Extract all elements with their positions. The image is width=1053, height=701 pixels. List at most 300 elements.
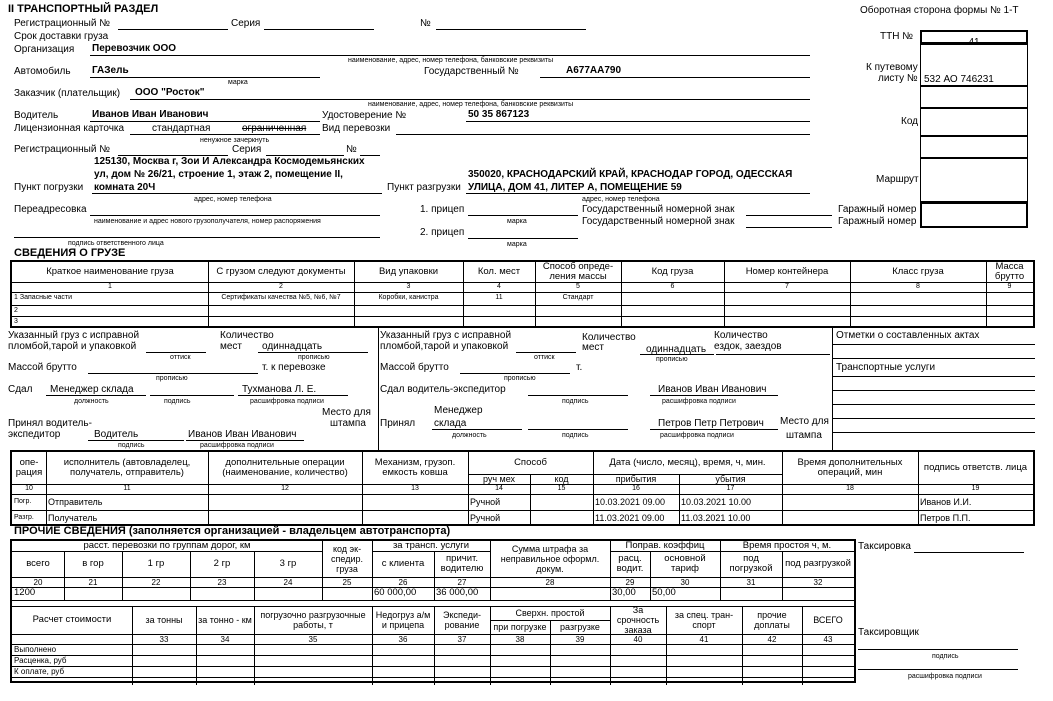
calc-col: ВСЕГО xyxy=(813,615,843,625)
other-part-line xyxy=(12,600,854,601)
other-value-cell[interactable]: 36 000,00 xyxy=(436,587,479,599)
ops-col-header: Дата (число, месяц), время, ч, мин. xyxy=(609,456,766,468)
other-col-number: 26 xyxy=(398,577,408,587)
right-cargo-text-1: Указанный груз с исправной xyxy=(380,330,512,341)
customer-value: ООО "Росток" xyxy=(135,87,205,98)
right-gross-hint: прописью xyxy=(504,375,536,382)
other-value-cell[interactable] xyxy=(64,587,122,600)
other-col-number: 30 xyxy=(680,577,690,587)
fine-header: Сумма штрафа за неправильное оформл. докум. xyxy=(500,544,600,574)
cargo-col-number: 2 xyxy=(279,283,283,290)
calc-col-number: 35 xyxy=(308,634,318,644)
waybill-label-2: листу № xyxy=(878,73,918,84)
state-plate-line-1[interactable] xyxy=(746,215,832,216)
ops-op: Погр. xyxy=(14,498,32,505)
cargo-cell[interactable] xyxy=(208,316,354,327)
cargo-cell[interactable] xyxy=(621,292,724,303)
cargo-col-header: Номер контейнера xyxy=(745,265,829,277)
customer-label: Заказчик (плательщик) xyxy=(14,88,121,99)
dist-col: 1 гр xyxy=(147,557,165,569)
calc-cell[interactable] xyxy=(490,655,550,666)
right-handed-name-line[interactable] xyxy=(650,395,778,396)
other-value-cell[interactable]: 1200 xyxy=(14,587,36,599)
calc-cell[interactable] xyxy=(434,655,490,666)
left-handed-label: Сдал xyxy=(8,384,33,395)
left-handed-sign-line[interactable] xyxy=(150,395,234,396)
right-stamp-1: Место для xyxy=(780,416,829,427)
waybill-box[interactable] xyxy=(920,44,1028,86)
trailer1-brand-hint: марка xyxy=(507,218,527,225)
cargo-cell[interactable] xyxy=(535,316,621,327)
org-line[interactable] xyxy=(90,55,810,56)
load-point-line[interactable] xyxy=(92,193,382,194)
cargo-cell[interactable]: 1 Запасные части xyxy=(14,293,73,301)
cargo-col-number: 7 xyxy=(785,283,789,290)
ops-extra-time[interactable] xyxy=(782,510,918,526)
cargo-cell[interactable]: 11 xyxy=(495,293,503,301)
state-plate-line-2[interactable] xyxy=(746,227,832,228)
calc-cell[interactable] xyxy=(802,644,854,655)
other-value-cell[interactable] xyxy=(720,587,782,600)
ops-code[interactable] xyxy=(530,494,593,510)
ops-executor[interactable]: Отправитель xyxy=(48,497,103,507)
notes-line-1 xyxy=(832,344,1035,345)
other-col-number: 25 xyxy=(342,577,352,587)
calc-cell[interactable] xyxy=(490,644,550,655)
cargo-col-header: Способ опреде-ления массы xyxy=(542,262,614,282)
right-gross-line[interactable] xyxy=(460,373,570,374)
calc-cell[interactable] xyxy=(610,655,666,666)
ops-col-header: подпись ответств. лица xyxy=(923,461,1028,473)
load-point-label: Пункт погрузки xyxy=(14,182,84,193)
cargo-col-number: 4 xyxy=(497,283,501,290)
calc-cell[interactable] xyxy=(196,666,254,677)
state-no-line[interactable] xyxy=(540,77,810,78)
ops-col-header: дополнительные операции (наименование, количество) xyxy=(222,456,348,478)
right-accepted-sign-hint: подпись xyxy=(562,432,589,439)
cargo-cell[interactable]: 3 xyxy=(14,317,18,325)
right-accepted-decode-hint: расшифровка подписи xyxy=(660,432,734,439)
series-field[interactable] xyxy=(264,29,374,30)
right-accepted-label: Принял xyxy=(380,418,416,429)
ops-op: Разгр. xyxy=(14,514,34,521)
license-standard[interactable]: стандартная xyxy=(152,123,211,134)
calc-cell[interactable] xyxy=(666,644,742,655)
cargo-cell[interactable]: Коробки, канистра xyxy=(378,293,439,301)
right-cargo-text-2: пломбой,тарой и упаковкой xyxy=(380,341,509,352)
calc-col-number: 33 xyxy=(159,634,169,644)
taxer-decode-hint: расшифровка подписи xyxy=(908,673,982,680)
ops-departure[interactable]: 11.03.2021 10.00 xyxy=(681,513,751,523)
ops-sign[interactable]: Иванов И.И. xyxy=(920,497,972,507)
right-accepted-name-line[interactable] xyxy=(650,429,778,430)
cargo-cell[interactable] xyxy=(724,292,850,303)
route-label: Маршрут xyxy=(876,174,919,185)
calc-cell[interactable] xyxy=(434,666,490,677)
services-line-1 xyxy=(832,376,1035,377)
readdress-line[interactable] xyxy=(90,215,380,216)
calc-col-number: 42 xyxy=(767,634,777,644)
calc-cell[interactable] xyxy=(490,666,550,677)
cargo-col-header: Масса брутто xyxy=(994,262,1025,282)
calc-cell[interactable] xyxy=(196,644,254,655)
dist-header: расст. перевозки по группам дорог, км xyxy=(83,541,251,551)
code-box[interactable] xyxy=(920,108,1028,136)
org-hint: наименование, адрес, номер телефона, банковские реквизиты xyxy=(348,57,554,64)
calc-cell[interactable] xyxy=(372,666,434,677)
auto-label: Автомобиль xyxy=(14,66,71,77)
dist-col: в гор xyxy=(82,557,104,569)
cargo-cell[interactable] xyxy=(463,316,535,327)
org-label: Организация xyxy=(14,44,75,55)
cert-label: Удостоверение № xyxy=(322,110,407,121)
trips-line[interactable] xyxy=(716,354,830,355)
right-qty-hint: прописью xyxy=(656,356,688,363)
readdress-line-2[interactable] xyxy=(14,237,380,238)
ops-extra[interactable] xyxy=(208,510,362,526)
transport-type-label: Вид перевозки xyxy=(322,123,391,134)
cargo-cell[interactable]: 2 xyxy=(14,306,18,314)
calc-cell[interactable] xyxy=(610,666,666,677)
right-handed-label: Сдал водитель-экспедитор xyxy=(380,384,506,395)
cargo-cell[interactable] xyxy=(850,305,986,316)
cargo-cell[interactable] xyxy=(850,316,986,327)
cargo-table xyxy=(10,260,1035,328)
other-value-cell[interactable] xyxy=(190,587,254,600)
garage-no-label-1: Гаражный номер xyxy=(838,204,917,215)
ttn-label: ТТН № xyxy=(880,31,913,42)
overtime-col: разгрузке xyxy=(560,622,600,632)
driver-line[interactable] xyxy=(90,121,320,122)
cargo-title: СВЕДЕНИЯ О ГРУЗЕ xyxy=(14,247,126,259)
reg-no2-label: Регистрационный № xyxy=(14,144,110,155)
ops-col-header: Механизм, грузоп. емкость ковша xyxy=(374,456,456,478)
right-accepted-line[interactable] xyxy=(432,429,522,430)
left-handed-line[interactable] xyxy=(46,395,146,396)
services-header: за трансп. услуги xyxy=(392,541,470,551)
calc-col-number: 38 xyxy=(515,634,525,644)
cargo-cell[interactable] xyxy=(463,305,535,316)
ops-col-header: опе-рация xyxy=(15,456,43,478)
cert-line[interactable] xyxy=(466,121,810,122)
reg-no-field[interactable] xyxy=(118,29,228,30)
no-field[interactable] xyxy=(436,29,586,30)
ops-mechanism[interactable] xyxy=(362,510,468,526)
handover-divider-1 xyxy=(378,328,379,450)
services-line-4 xyxy=(832,418,1035,419)
ops-col-number: 12 xyxy=(281,485,289,492)
calc-row-label: Выполнено xyxy=(14,645,57,654)
left-seal-line[interactable] xyxy=(146,352,206,353)
ops-col-number: 13 xyxy=(411,485,419,492)
calc-cell[interactable] xyxy=(372,655,434,666)
calc-cell[interactable] xyxy=(742,666,802,677)
ops-col-number: 10 xyxy=(25,485,33,492)
calc-col-number: 39 xyxy=(575,634,585,644)
calc-cell[interactable] xyxy=(802,666,854,677)
right-accepted-value-2: склада xyxy=(434,418,467,429)
left-accepted-name-line[interactable] xyxy=(186,440,304,441)
calc-col: Экспеди-рование xyxy=(443,610,481,630)
ttn-box[interactable] xyxy=(920,30,1028,48)
idle-header: Время простоя ч, м. xyxy=(742,541,832,551)
right-qty-value: одиннадцать xyxy=(646,344,707,355)
other-col-number: 28 xyxy=(545,577,555,587)
ops-method[interactable]: Ручной xyxy=(470,497,501,507)
ops-extra-time[interactable] xyxy=(782,494,918,510)
cargo-cell[interactable]: Стандарт xyxy=(562,293,594,301)
cargo-cell[interactable] xyxy=(724,305,850,316)
left-handed-name-line[interactable] xyxy=(238,395,348,396)
coef-col: основной тариф xyxy=(664,552,706,574)
auto-line[interactable] xyxy=(90,77,320,78)
load-address-hint: адрес, номер телефона xyxy=(194,196,272,203)
other-col-number: 22 xyxy=(151,577,161,587)
load-address-2: ул, дом № 26/21, строение 1, этаж 2, помещение II, xyxy=(94,169,343,180)
dist-col: 2 гр xyxy=(213,557,231,569)
cargo-col-number: 9 xyxy=(1007,283,1012,290)
cargo-cell[interactable] xyxy=(354,305,463,316)
other-table xyxy=(10,539,856,683)
cargo-cell[interactable] xyxy=(208,305,354,316)
other-col-number: 31 xyxy=(746,577,756,587)
left-decode-hint: расшифровка подписи xyxy=(250,398,324,405)
right-handed-sign-line[interactable] xyxy=(528,395,628,396)
no2-label: № xyxy=(346,144,357,155)
customer-line[interactable] xyxy=(130,99,810,100)
right-imprint-hint: оттиск xyxy=(534,354,555,361)
left-accepted-label-2: экспедитор xyxy=(8,429,61,440)
calc-col: за тонны xyxy=(145,615,183,625)
trailer2-label: 2. прицеп xyxy=(420,227,465,238)
services-line-2 xyxy=(832,390,1035,391)
state-plate-label-2: Государственный номерной знак xyxy=(582,216,735,227)
calc-col: за тонно - км xyxy=(198,615,252,625)
cargo-col-header: Краткое наименование груза xyxy=(46,265,174,277)
taxer-label: Таксировщик xyxy=(858,627,919,638)
services-col: причит. водителю xyxy=(440,552,484,574)
unload-point-label: Пункт разгрузки xyxy=(387,182,461,193)
series-label: Серия xyxy=(231,18,261,29)
cargo-col-header: С грузом следуют документы xyxy=(216,265,346,277)
right-accepted-sign-line[interactable] xyxy=(528,429,628,430)
calc-cell[interactable] xyxy=(802,655,854,666)
calc-col-number: 36 xyxy=(398,634,408,644)
other-value-cell[interactable]: 60 000,00 xyxy=(374,587,417,599)
route-box[interactable] xyxy=(920,158,1028,202)
cargo-col-number: 3 xyxy=(406,283,411,290)
idle-col: под погрузкой xyxy=(729,552,773,574)
taxer-sign-line[interactable] xyxy=(858,649,1018,650)
services-line-5 xyxy=(832,432,1035,433)
ops-arrival[interactable]: 10.03.2021 09.00 xyxy=(595,497,666,507)
delivery-label: Срок доставки груза xyxy=(14,31,109,42)
ops-sub-header: убытия xyxy=(715,474,746,484)
left-sign-hint: подпись xyxy=(164,398,191,405)
calc-cell[interactable] xyxy=(550,655,610,666)
driver-value: Иванов Иван Иванович xyxy=(92,109,209,120)
ops-mechanism[interactable] xyxy=(362,494,468,510)
unload-address-hint: адрес, номер телефона xyxy=(582,196,660,203)
cargo-cell[interactable] xyxy=(724,316,850,327)
calc-cell[interactable] xyxy=(132,644,196,655)
left-position-hint: должность xyxy=(74,398,109,405)
waybill-label-1: К путевому xyxy=(866,62,918,73)
notes-line-2 xyxy=(832,358,1035,359)
trips-label-1: Количество xyxy=(714,330,768,341)
right-decode-hint: расшифровка подписи xyxy=(662,398,736,405)
load-address-1: 125130, Москва г, Зои И Александра Космодемьянских xyxy=(94,156,365,167)
ops-sign[interactable]: Петров П.П. xyxy=(920,513,971,523)
left-stamp-2: штампа xyxy=(330,418,366,429)
ops-col-header: Способ xyxy=(514,456,547,468)
ops-departure[interactable]: 10.03.2021 10.00 xyxy=(681,497,752,507)
calc-cell[interactable] xyxy=(610,644,666,655)
left-accepted-sign-hint: подпись xyxy=(118,442,145,449)
cargo-cell[interactable] xyxy=(986,305,1033,316)
unload-point-line[interactable] xyxy=(466,193,810,194)
unload-address-2: УЛИЦА, ДОМ 41, ЛИТЕР А, ПОМЕЩЕНИЕ 59 xyxy=(468,182,682,193)
calc-cell[interactable] xyxy=(372,644,434,655)
load-address-3: комната 20Ч xyxy=(94,182,156,193)
calc-cell[interactable] xyxy=(254,655,372,666)
other-value-cell[interactable]: 50,00 xyxy=(652,587,676,599)
cargo-cell[interactable] xyxy=(986,316,1033,327)
calc-cell[interactable] xyxy=(742,644,802,655)
ops-col-header: Время дополнительных операций, мин xyxy=(797,456,903,478)
services-col: с клиента xyxy=(381,557,425,569)
calc-col: погрузочно разгрузочные работы, т xyxy=(260,610,366,630)
right-box-2[interactable] xyxy=(920,86,1028,108)
right-tons-label: т. xyxy=(576,362,583,373)
calc-row-label: К оплате, руб xyxy=(14,667,65,676)
right-qty-label-2: мест xyxy=(582,342,605,353)
left-imprint-hint: оттиск xyxy=(170,354,191,361)
taxing-label: Таксировка xyxy=(858,541,911,552)
cargo-cell[interactable] xyxy=(850,292,986,303)
calc-cell[interactable] xyxy=(666,655,742,666)
left-gross-hint: прописью xyxy=(156,375,188,382)
calc-cell[interactable] xyxy=(132,655,196,666)
calc-cell[interactable] xyxy=(550,666,610,677)
taxer-decode-line[interactable] xyxy=(858,669,1018,670)
calc-cell[interactable] xyxy=(434,644,490,655)
cargo-col-header: Вид упаковки xyxy=(378,265,439,277)
code-label: Код xyxy=(901,116,919,127)
waybill-value: 532 АО 746231 xyxy=(924,74,994,85)
trailer2-brand-hint: марка xyxy=(507,241,527,248)
left-handed-name: Тухманова Л. Е. xyxy=(242,384,317,395)
ops-arrival[interactable]: 11.03.2021 09.00 xyxy=(595,513,665,523)
ops-code[interactable] xyxy=(530,510,593,526)
transport-services-label: Транспортные услуги xyxy=(836,362,936,373)
transport-type-line[interactable] xyxy=(396,134,810,135)
other-col-number: 27 xyxy=(457,577,467,587)
other-value-cell[interactable]: 30,00 xyxy=(612,587,636,599)
coef-header: Поправ. коэффиц xyxy=(625,541,705,551)
overtime-header: Сверхн. простой xyxy=(515,608,585,618)
other-value-cell[interactable] xyxy=(782,587,854,600)
garage-box[interactable] xyxy=(920,202,1028,228)
ops-method[interactable]: Ручной xyxy=(470,513,501,523)
cargo-cell[interactable] xyxy=(354,316,463,327)
calc-col-number: 34 xyxy=(220,634,230,644)
other-value-cell[interactable] xyxy=(122,587,190,600)
license-line xyxy=(130,134,320,135)
other-value-cell[interactable] xyxy=(254,587,322,600)
cert-value: 50 35 867123 xyxy=(468,109,530,120)
ops-col-number: 16 xyxy=(632,485,640,492)
trips-label-2: ездок, заездов xyxy=(714,341,782,352)
coef-col: расц. водит. xyxy=(616,552,644,574)
cargo-cell[interactable] xyxy=(621,316,724,327)
calc-col-number: 40 xyxy=(633,634,643,644)
cargo-col-header: Класс груза xyxy=(892,265,944,277)
right-box-4[interactable] xyxy=(920,136,1028,158)
code-exp-header: код эк-спедир. груза xyxy=(331,544,363,574)
other-value-cell[interactable] xyxy=(322,587,372,600)
trailer1-line[interactable] xyxy=(468,215,578,216)
form-reference: Оборотная сторона формы № 1-Т xyxy=(860,5,1019,16)
cargo-cell[interactable]: Сертификаты качества №5, №6, №7 xyxy=(221,293,341,301)
license-limited[interactable]: ограниченная xyxy=(242,123,307,134)
state-plate-label-1: Государственный номерной знак xyxy=(582,204,735,215)
ops-extra[interactable] xyxy=(208,494,362,510)
customer-hint: наименование, адрес, номер телефона, банковские реквизиты xyxy=(368,101,574,108)
right-qty-line[interactable] xyxy=(640,354,714,355)
series2-label: Серия xyxy=(232,144,262,155)
right-position-hint: должность xyxy=(452,432,487,439)
left-stamp-1: Место для xyxy=(322,407,371,418)
other-value-cell[interactable] xyxy=(490,587,610,600)
cargo-cell[interactable] xyxy=(535,305,621,316)
left-qty-hint: прописью xyxy=(298,354,330,361)
left-tons-label: т. к перевозке xyxy=(262,362,326,373)
left-qty-label-1: Количество xyxy=(220,330,274,341)
trailer2-line[interactable] xyxy=(468,238,578,239)
taxing-line[interactable] xyxy=(914,552,1024,553)
ops-executor[interactable]: Получатель xyxy=(48,513,98,523)
operations-table xyxy=(10,450,1035,526)
calc-cell[interactable] xyxy=(132,666,196,677)
idle-col: под разгрузкой xyxy=(785,557,851,569)
cargo-cell[interactable] xyxy=(621,305,724,316)
calc-cell[interactable] xyxy=(196,655,254,666)
other-calc-row-line xyxy=(12,677,854,678)
calc-cell[interactable] xyxy=(550,644,610,655)
cargo-col-header: Код груза xyxy=(651,265,694,277)
left-gross-line[interactable] xyxy=(88,373,258,374)
right-handed-name: Иванов Иван Иванович xyxy=(658,384,767,395)
calc-cell[interactable] xyxy=(666,666,742,677)
calc-col: прочие доплаты xyxy=(754,610,790,630)
calc-cell[interactable] xyxy=(742,655,802,666)
left-accepted-line[interactable] xyxy=(88,440,184,441)
ops-col-header: исполнитель (автовладелец, получатель, отправитель) xyxy=(63,456,191,478)
other-col-number: 21 xyxy=(88,577,98,587)
calc-cell[interactable] xyxy=(254,666,372,677)
calc-cell[interactable] xyxy=(254,644,372,655)
reg-no-label: Регистрационный № xyxy=(14,18,110,29)
left-qty-value: одиннадцать xyxy=(262,341,323,352)
left-qty-line[interactable] xyxy=(258,352,368,353)
org-value: Перевозчик ООО xyxy=(92,43,177,54)
brand-hint: марка xyxy=(228,79,248,86)
cargo-col-number: 6 xyxy=(670,283,675,290)
unload-address-1: 350020, КРАСНОДАРСКИЙ КРАЙ, КРАСНОДАР ГОРОД, ОДЕССКАЯ xyxy=(468,169,793,180)
right-seal-line[interactable] xyxy=(516,352,576,353)
cargo-cell[interactable] xyxy=(986,292,1033,303)
